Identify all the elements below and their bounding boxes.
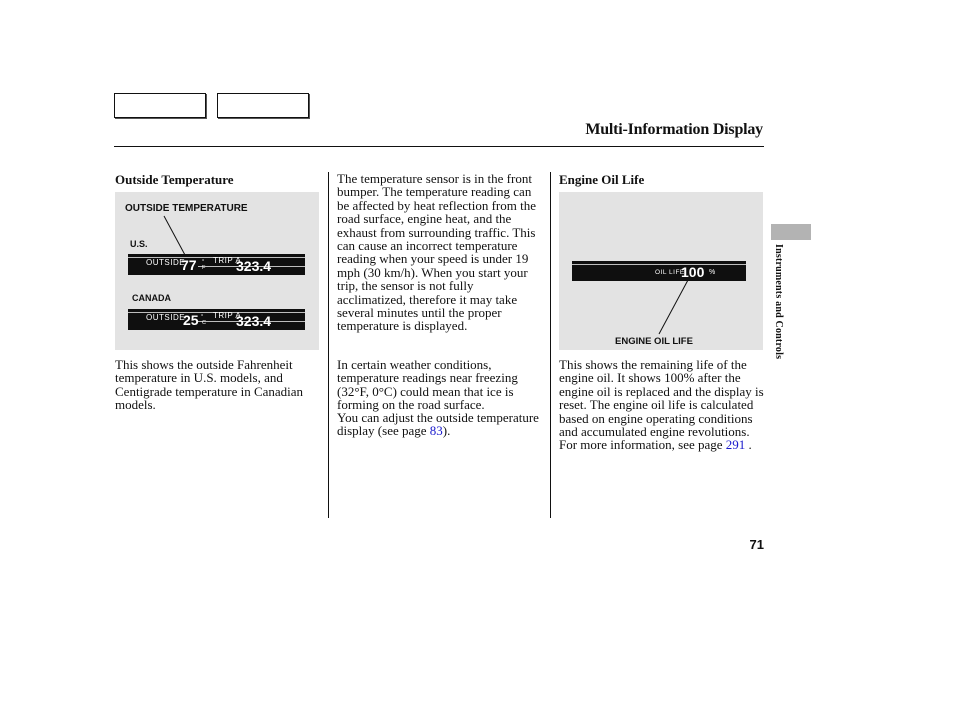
oil-life-unit: % — [709, 269, 716, 276]
engine-oil-life-figure — [559, 192, 763, 350]
canada-temperature-value: 25 — [183, 312, 199, 328]
adjust-paragraph: You can adjust the outside temperature display (see page 83). — [337, 410, 539, 439]
canada-temperature-unit: C — [202, 320, 206, 326]
page-291-link[interactable]: 291 — [725, 437, 746, 453]
title-rule — [114, 146, 764, 147]
callout-pointer — [559, 192, 763, 350]
callout-pointer — [115, 192, 319, 350]
engine-oil-life-caption: This shows the remaining life of the engine oil. It shows 100% after the engine oil is replaced and the display is reset. The engine oil life is calculated based on engine operating conditions and accumulated engine revolutions. For more information, see page 291 . — [559, 357, 764, 453]
sensor-paragraph: The temperature sensor is in the front bumper. The temperature reading can be affected by heat reflection from the road surface, engine heat, and the exhaust from surrounding traffic. This can cause an incorrect temperature reading when your speed is under 19 mph (30 km/h). When you start your trip, the sensor is not fully acclimatized, therefore it may take several minutes until the proper temperature is displayed. — [337, 171, 536, 334]
us-temperature-display: OUTSIDE 77 ° F TRIP A 323.4 — [128, 254, 305, 275]
page-number: 71 — [749, 537, 764, 552]
column-divider — [550, 172, 551, 518]
canada-temperature-display: OUTSIDE 25 ° C TRIP A 323.4 — [128, 309, 305, 330]
display-trip-label: TRIP A — [213, 311, 242, 320]
figure-label-us: U.S. — [130, 239, 148, 249]
next-page-button[interactable] — [217, 93, 309, 118]
outside-temperature-figure — [115, 192, 319, 350]
section-tab[interactable] — [771, 224, 811, 240]
section-tab-label: Instruments and Controls — [773, 244, 784, 360]
column-divider — [328, 172, 329, 518]
us-temperature-unit: F — [202, 265, 206, 271]
engine-oil-life-heading: Engine Oil Life — [559, 172, 645, 187]
outside-temperature-caption: This shows the outside Fahrenheit temperature in U.S. models, and Centigrade temperature in Canadian models. — [115, 357, 304, 413]
display-trip-label: TRIP A — [213, 256, 242, 265]
us-trip-value: 323.4 — [236, 258, 272, 274]
page-title: Multi-Information Display — [585, 121, 763, 138]
canada-trip-value: 323.4 — [236, 313, 272, 329]
figure-label-engine-oil-life: ENGINE OIL LIFE — [615, 336, 693, 347]
display-outside-label: OUTSIDE — [146, 258, 186, 267]
previous-page-button[interactable] — [114, 93, 206, 118]
page-83-link[interactable]: 83 — [429, 423, 443, 439]
us-temperature-value: 77 — [181, 257, 197, 273]
oil-life-label: OIL LIFE — [655, 269, 685, 276]
figure-label-canada: CANADA — [132, 293, 171, 303]
display-outside-label: OUTSIDE — [146, 313, 186, 322]
figure-label-outside-temperature: OUTSIDE TEMPERATURE — [125, 203, 248, 214]
freezing-paragraph: In certain weather conditions, temperature readings near freezing (32°F, 0°C) could mean that ice is forming on the road surface. — [337, 357, 518, 413]
oil-life-value: 100 — [681, 264, 705, 280]
outside-temperature-heading: Outside Temperature — [115, 172, 234, 187]
